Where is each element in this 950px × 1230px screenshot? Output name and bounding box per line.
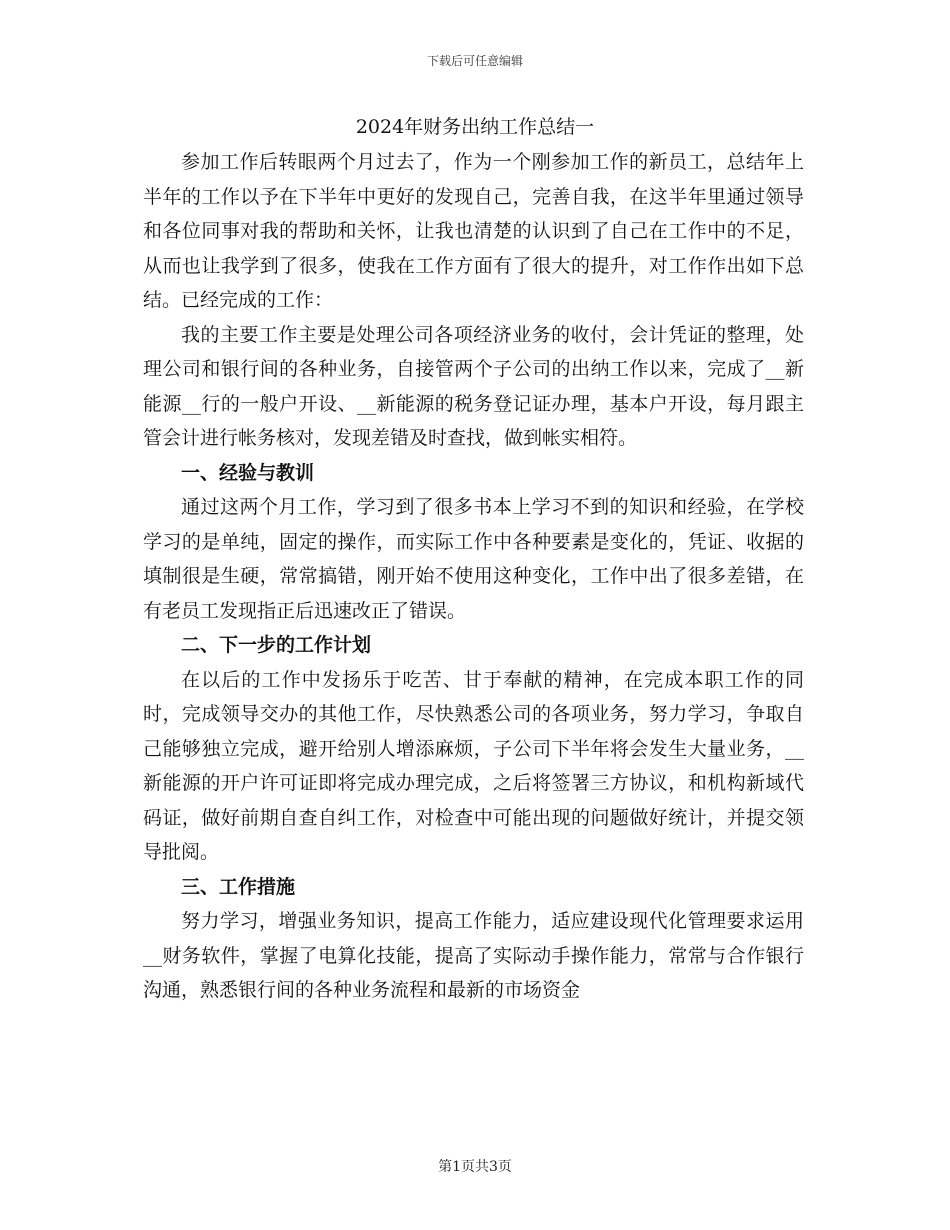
- paragraph-experience: 通过这两个月工作，学习到了很多书本上学习不到的知识和经验，在学校学习的是单纯，固定的操作，而实际工作中各种要素是变化的，凭证、收据的填制很是生硬，常常搞错，刚开始不使用这种变化，工作中出了很多差错，在有老员工发现指正后迅速改正了错误。: [143, 496, 804, 622]
- paragraph-intro: 参加工作后转眼两个月过去了，作为一个刚参加工作的新员工，总结年上半年的工作以予在下半年中更好的发现自己，完善自我，在这半年里通过领导和各位同事对我的帮助和关怀，让我也清楚的认识到了自己在工作中的不足，从而也让我学到了很多，使我在工作方面有了很大的提升，对工作作出如下总结。已经完成的工作：: [143, 151, 804, 311]
- paragraph-plan: 在以后的工作中发扬乐于吃苦、甘于奉献的精神，在完成本职工作的同时，完成领导交办的其他工作，尽快熟悉公司的各项业务，努力学习，争取自己能够独立完成，避开给别人增添麻烦，子公司下半年将会发生大量业务，__新能源的开户许可证即将完成办理完成，之后将签署三方协议，和机构新域代码证，做好前期自查自纠工作，对检查中可能出现的问题做好统计，并提交领导批阅。: [143, 668, 804, 863]
- paragraph-main-work: 我的主要工作主要是处理公司各项经济业务的收付，会计凭证的整理，处理公司和银行间的各种业务，自接管两个子公司的出纳工作以来，完成了__新能源__行的一般户开设、__新能源的税务登记证办理，基本户开设，每月跟主管会计进行帐务核对，发现差错及时查找，做到帐实相符。: [143, 323, 804, 449]
- section-heading-measures: 三、工作措施: [181, 875, 296, 898]
- document-title: 2024年财务出纳工作总结一: [355, 116, 595, 138]
- page-footer: 第1页共3页: [438, 1159, 512, 1175]
- section-heading-experience: 一、经验与教训: [181, 461, 315, 484]
- document-body: [143, 145, 804, 1008]
- page-header: 下载后可任意编辑: [426, 54, 523, 68]
- section-heading-plan: 二、下一步的工作计划: [181, 634, 372, 656]
- paragraph-measures: 努力学习，增强业务知识，提高工作能力，适应建设现代化管理要求运用__财务软件，掌握了电算化技能，提高了实际动手操作能力，常常与合作银行沟通，熟悉银行间的各种业务流程和最新的市场资金: [143, 910, 804, 1001]
